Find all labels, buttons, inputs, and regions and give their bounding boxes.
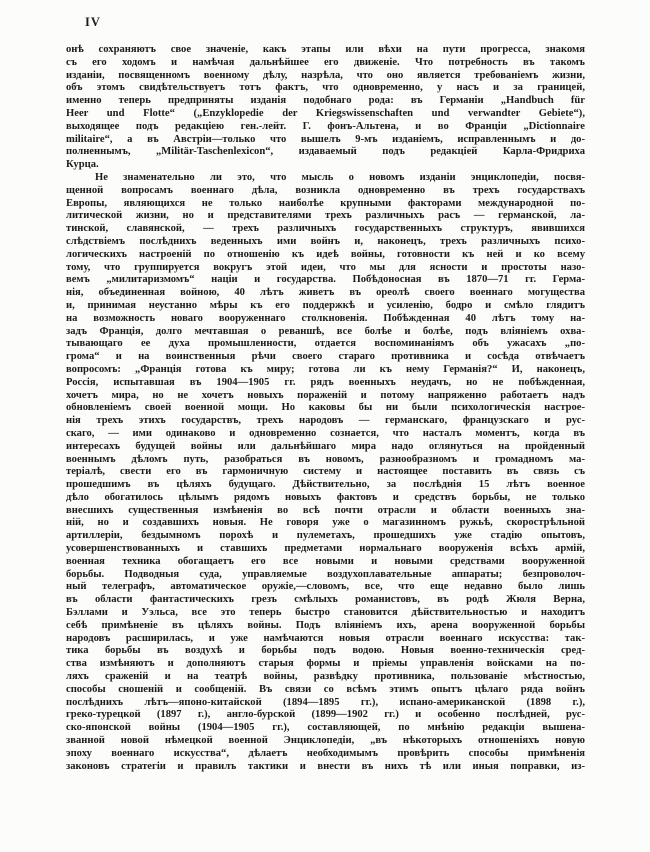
text-line: объ этомъ свидѣтельствуетъ тотъ фактъ, что одновременно, у насъ и за границей, — [66, 82, 585, 94]
text-line: обновленіемъ своей военной мощи. Но каковы бы ни были психологическія настрое- — [66, 402, 585, 414]
text-line: полненнымъ, „Militär-Taschenlexicon“, издаваемый подъ редакціей Карла-Фридриха — [66, 146, 585, 158]
text-line: ній, но и создавшихъ новыя. Не говоря уже о магазинномъ ружьѣ, скорострѣльной — [66, 517, 585, 529]
text-line: дѣло обогатилось цѣлымъ рядомъ новыхъ фактовъ и средствъ борьбы, не только — [66, 491, 585, 503]
text-line: интересахъ будущей войны или дальнѣйшаго мира надо оглянуться на пройденный — [66, 440, 585, 452]
text-line: греко-турецкой (1897 г.), англо-бурской (1899—1902 гг.) и особенно послѣдней, рус- — [66, 709, 585, 721]
text-line: вемъ „милитаризмомъ“ націи и государства. Побѣдоносная въ 1870—71 гг. Герма- — [66, 274, 585, 286]
text-line: вопросомъ: „Франція готова къ миру; готова ли къ нему Германія?“ И, наконецъ, — [66, 363, 585, 375]
text-line: послѣднихъ лѣтъ—японо-китайской (1894—1895 гг.), испано-американской (1898 г.), — [66, 696, 585, 708]
text-line: эпоху военнаго искусства“, дѣлаетъ необходимымъ провѣрить способы примѣненія — [66, 747, 585, 759]
text-line: нія, объединенная войною, 40 лѣтъ живетъ въ ореолѣ своего военнаго могущества — [66, 287, 585, 299]
text-line: внесшихъ существенныя измѣненія во всѣ почти отрасли и области военныхъ зна- — [66, 504, 585, 516]
text-line: хочетъ мира, но не хочетъ новыхъ пораженій и потому напряженно работаетъ надъ — [66, 389, 585, 401]
text-line: теріалѣ, свести его въ гармоничную систему и настоящее поставить въ связь съ — [66, 466, 585, 478]
text-line: Не знаменательно ли это, что мысль о новомъ изданіи энциклопедіи, посвя- — [95, 171, 585, 183]
text-line: тика борьбы въ воздухѣ и борьбы подъ водою. Новыя военно-техническія сред- — [66, 645, 585, 657]
text-line: тывающаго ее духа промышленности, отдается воспоминаніямъ объ ужасахъ „по- — [66, 338, 585, 350]
text-line: законовъ стратегіи и правилъ тактики и внести въ нихъ тѣ или иныя поправки, из- — [66, 760, 585, 772]
text-line: тому, что группируется вокругъ этой идеи, что мы для ясности и простоты назо- — [66, 261, 585, 273]
text-line: скаго, — ими одинаково и одновременно сознается, что насталъ моментъ, когда въ — [66, 427, 585, 439]
text-line: ляхъ сраженій и на театрѣ войны, развѣдку противника, пользованіе мѣстностью, — [66, 671, 585, 683]
text-line: способы сношеній и сообщеній. Въ связи со всѣмъ этимъ опытъ цѣлаго ряда войнъ — [66, 683, 585, 695]
text-line: Россія, испытавшая въ 1904—1905 гг. рядъ военныхъ неудачъ, но не побѣжденная, — [66, 376, 585, 388]
text-line: нія трехъ этихъ государствъ, трехъ народовъ — германскаго, французскаго и рус- — [66, 415, 585, 427]
text-line: народовъ расширилась, и уже намѣчаются новыя отрасли военнаго искусства: так- — [66, 632, 585, 644]
text-line: званной новой нѣмецкой военной Энциклопедіи, „въ нѣкоторыхъ отношеніяхъ новую — [66, 735, 585, 747]
paragraph — [66, 44, 585, 172]
text-line: военная техника обогащаетъ его все новыми и новыми средствами вооруженной — [66, 555, 585, 567]
text-line: съ его ходомъ и намѣчая дальнѣйшее его движеніе. Что потребность въ такомъ — [66, 56, 585, 68]
text-line: литической жизни, но и представителями трехъ различныхъ расъ — германской, ла- — [66, 210, 585, 222]
text-line: усовершенствованныхъ и ставшихъ предметами нормальнаго вооруженія всѣхъ армій, — [66, 543, 585, 555]
text-line: Бэллами и Уэльса, все это теперь быстро становится дѣйствительностью и находитъ — [66, 607, 585, 619]
text-line: военнымъ дѣломъ путь, разобраться въ новомъ, разнообразномъ и громадномъ ма- — [66, 453, 585, 465]
page-number: IV — [85, 15, 101, 29]
text-line: на возможность новаго вооруженнаго столкновенія. Побѣжденная 40 лѣтъ тому на- — [66, 312, 585, 324]
text-line: себѣ примѣненіе въ цѣляхъ войны. Подъ вліяніемъ ихъ, арена вооруженной борьбы — [66, 619, 585, 631]
text-line: и, принимая неустанно мѣры къ его поддержкѣ и усиленію, бодро и смѣло глядитъ — [66, 299, 585, 311]
text-line: Европы, являющихся не только наиболѣе крупными факторами международной по- — [66, 197, 585, 209]
text-line: задъ Франція, долго мечтавшая о реваншѣ, все болѣе и болѣе, подъ вліяніемъ охва- — [66, 325, 585, 337]
text-line: борьбы. Подводныя суда, управляемые воздухоплавательные аппараты; безпроволоч- — [66, 568, 585, 580]
text-line: Heer und Flotte“ („Enzyklopedie der Kriegswissenschaften und verwandter Gebiete“), — [66, 107, 585, 119]
page-body — [66, 44, 585, 773]
text-line: артиллеріи, бездымномъ порохѣ и пулеметахъ, прошедшихъ уже стадію опытовъ, — [66, 530, 585, 542]
text-line: Курца. — [66, 159, 99, 171]
text-line: слѣдствіемъ послѣднихъ веденныхъ ими войнъ и, наконецъ, трехъ различныхъ психо- — [66, 235, 585, 247]
text-line: ный телеграфъ, автоматическое оружіе,—словомъ, все, что еще недавно было лишь — [66, 581, 585, 593]
paragraph — [66, 172, 585, 773]
text-line: именно теперь предприняты изданія подобнаго рода: въ Германіи „Handbuch für — [66, 95, 585, 107]
text-line: тинской, славянской, — трехъ различныхъ государственныхъ структуръ, явившихся — [66, 223, 585, 235]
text-line: ско-японской войны (1904—1905 гг.), составляющей, по мнѣнію редакціи вышена- — [66, 722, 585, 734]
text-line: логическихъ настроеній по отношенію къ идеѣ войны, готовности къ ней и ко всему — [66, 248, 585, 260]
text-line: изданіи, посвященномъ военному дѣлу, назрѣла, что оно является требованіемъ жизни, — [66, 69, 585, 81]
text-line: онѣ сохраняютъ свое значеніе, какъ этапы или вѣхи на пути прогресса, знакомя — [66, 44, 585, 55]
text-line: грома“ и на воинственныя рѣчи своего стараго противника и сосѣда отвѣчаетъ — [66, 351, 585, 363]
text-line: выходящее подъ редакціею ген.-лейт. Г. фонъ-Альтена, и во Франціи „Dictionnaire — [66, 120, 585, 132]
text-line: militaire“, а въ Австріи—только что вышелъ 9-мъ изданіемъ, исправленнымъ и до- — [66, 133, 585, 145]
text-line: ства измѣняютъ и дополняютъ старыя формы и пріемы управленія войсками на по- — [66, 658, 585, 670]
text-line: прошедшимъ въ цѣляхъ будущаго. Дѣйствительно, за послѣднія 15 лѣтъ военное — [66, 479, 585, 491]
text-line: въ области фантастическихъ грезъ смѣлыхъ романистовъ, въ родѣ Жюля Верна, — [66, 594, 585, 606]
text-line: щенной вопросамъ военнаго дѣла, возникла одновременно въ трехъ государствахъ — [66, 184, 585, 196]
